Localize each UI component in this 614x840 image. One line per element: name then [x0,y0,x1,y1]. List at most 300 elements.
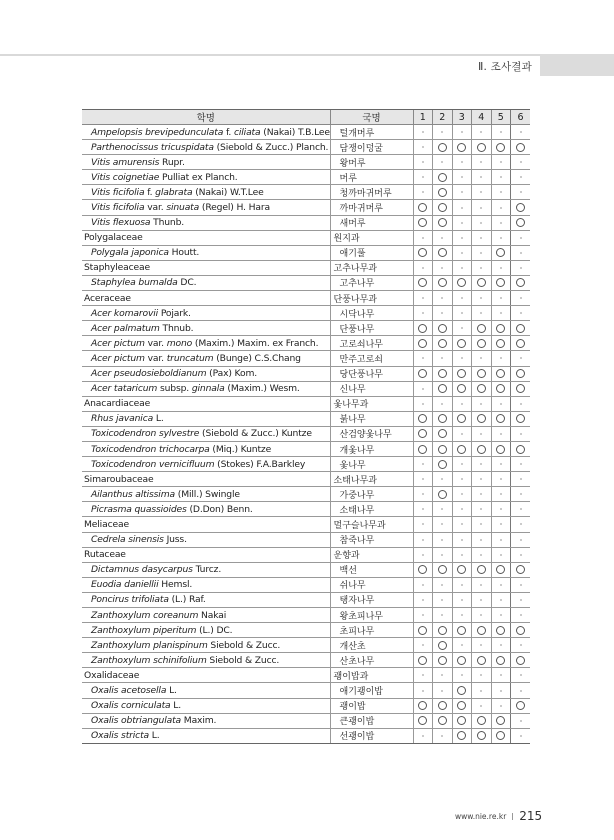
scientific-name-text: f. [144,186,156,198]
site-2-mark [433,260,453,275]
present-circle-icon [457,339,466,348]
absent-dot-icon [500,161,502,163]
scientific-name-text: var. [144,352,167,364]
absent-dot-icon [461,523,463,525]
absent-dot-icon [461,433,463,435]
present-circle-icon [438,248,447,257]
absent-dot-icon [480,584,482,586]
scientific-name-text: (L.) Raf. [168,594,206,606]
page-number: 215 [519,809,543,823]
site-6-mark [511,592,531,607]
present-circle-icon [438,716,447,725]
site-4-mark [472,396,492,411]
site-5-mark [491,321,511,336]
site-4-mark [472,698,492,713]
site-5-mark [491,291,511,306]
absent-dot-icon [520,674,522,676]
site-1-mark [413,547,433,562]
scientific-name-text: (Maxim.) Maxim. ex Franch. [192,337,319,349]
absent-dot-icon [461,357,463,359]
site-6-mark [511,381,531,396]
site-5-mark [491,653,511,668]
site-4-mark [472,336,492,351]
scientific-name-text: Polygalaceae [84,232,143,244]
site-4-mark [472,457,492,472]
scientific-name-text: var. [144,337,167,349]
scientific-name-text: (Regel) H. Hara [199,202,270,214]
scientific-name-italic: Dictamnus dasycarpus [91,564,193,576]
site-6-mark [511,653,531,668]
site-6-mark [511,728,531,743]
scientific-name [82,698,330,713]
absent-dot-icon [480,478,482,480]
absent-dot-icon [480,222,482,224]
scientific-name-italic: Rhus javanica [91,413,154,425]
scientific-name-text: (Nakai) T.B.Lee [260,126,330,138]
absent-dot-icon [461,584,463,586]
scientific-name-italic: Oxalis corniculata [91,700,171,712]
present-circle-icon [477,414,486,423]
korean-name: 털개머루 [330,125,413,140]
site-4-mark [472,592,492,607]
table-row [82,532,530,547]
table-row [82,592,530,607]
scientific-name-text: L. [153,413,164,425]
absent-dot-icon [500,539,502,541]
site-4-mark [472,351,492,366]
absent-dot-icon [441,599,443,601]
site-5-mark [491,472,511,487]
site-3-mark [452,260,472,275]
present-circle-icon [477,278,486,287]
column-header-site-4: 4 [472,110,492,125]
table-row [82,200,530,215]
table-row [82,487,530,502]
site-3-mark [452,351,472,366]
site-1-mark [413,592,433,607]
absent-dot-icon [422,267,424,269]
column-header-site-2: 2 [433,110,453,125]
scientific-name-italic: Vitis coignetiae [91,171,160,183]
absent-dot-icon [422,237,424,239]
site-6-mark [511,411,531,426]
absent-dot-icon [441,554,443,556]
present-circle-icon [516,203,525,212]
scientific-name-italic: truncatum [166,352,214,364]
present-circle-icon [496,278,505,287]
absent-dot-icon [500,493,502,495]
site-1-mark [413,411,433,426]
present-circle-icon [457,565,466,574]
present-circle-icon [418,218,427,227]
site-5-mark [491,426,511,441]
scientific-name-text: Anacardiaceae [84,398,151,410]
site-4-mark [472,411,492,426]
korean-name: 왕머루 [330,155,413,170]
site-6-mark [511,321,531,336]
site-2-mark [433,426,453,441]
korean-name: 원지과 [330,230,413,245]
site-3-mark [452,577,472,592]
site-3-mark [452,306,472,321]
scientific-name [82,653,330,668]
scientific-name-text: L. [170,700,182,712]
korean-name: 왕초피나무 [330,608,413,623]
table-row [82,321,530,336]
site-1-mark [413,155,433,170]
site-2-mark [433,487,453,502]
absent-dot-icon [500,191,502,193]
absent-dot-icon [500,554,502,556]
absent-dot-icon [520,720,522,722]
korean-name: 당단풍나무 [330,366,413,381]
site-6-mark [511,487,531,502]
site-1-mark [413,230,433,245]
scientific-name [82,457,330,472]
present-circle-icon [438,203,447,212]
present-circle-icon [418,324,427,333]
site-4-mark [472,381,492,396]
site-2-mark [433,351,453,366]
site-1-mark [413,441,433,456]
site-1-mark [413,366,433,381]
korean-name: 선괭이밥 [330,728,413,743]
family-name [82,230,330,245]
present-circle-icon [457,686,466,695]
column-header-site-6: 6 [511,110,531,125]
korean-name: 개산초 [330,638,413,653]
table-row [82,125,530,140]
scientific-name [82,321,330,336]
site-1-mark [413,502,433,517]
absent-dot-icon [441,674,443,676]
present-circle-icon [496,384,505,393]
site-4-mark [472,577,492,592]
table-row [82,366,530,381]
absent-dot-icon [520,357,522,359]
table-row [82,683,530,698]
korean-name: 옻나무 [330,457,413,472]
scientific-name-text: (Siebold & Zucc.) Planch. [213,141,329,153]
site-4-mark [472,502,492,517]
site-5-mark [491,125,511,140]
korean-name: 산검양옻나무 [330,426,413,441]
scientific-name-text: Pojark. [158,307,191,319]
scientific-name-text: Houtt. [168,247,200,259]
present-circle-icon [418,414,427,423]
site-4-mark [472,472,492,487]
site-1-mark [413,562,433,577]
absent-dot-icon [520,735,522,737]
site-1-mark [413,653,433,668]
scientific-name-text: (Mill.) Swingle [175,488,240,500]
site-4-mark [472,125,492,140]
site-2-mark [433,185,453,200]
scientific-name-italic: Acer pictum [91,352,145,364]
table-row [82,215,530,230]
present-circle-icon [438,278,447,287]
scientific-name-italic: Toxicodendron vernicifluum [91,458,215,470]
scientific-name-italic: Oxalis obtriangulata [91,715,182,727]
absent-dot-icon [500,357,502,359]
absent-dot-icon [480,312,482,314]
absent-dot-icon [461,554,463,556]
site-6-mark [511,291,531,306]
site-3-mark [452,653,472,668]
scientific-name [82,441,330,456]
site-1-mark [413,457,433,472]
scientific-name-text: Pulliat ex Planch. [159,171,238,183]
site-5-mark [491,366,511,381]
site-5-mark [491,306,511,321]
site-2-mark [433,411,453,426]
korean-name: 시닥나무 [330,306,413,321]
absent-dot-icon [520,523,522,525]
site-4-mark [472,441,492,456]
site-4-mark [472,562,492,577]
korean-name: 신나무 [330,381,413,396]
scientific-name [82,155,330,170]
scientific-name-text: Hemsl. [158,579,193,591]
site-3-mark [452,728,472,743]
site-1-mark [413,683,433,698]
present-circle-icon [438,384,447,393]
absent-dot-icon [480,674,482,676]
absent-dot-icon [520,584,522,586]
absent-dot-icon [500,705,502,707]
present-circle-icon [418,369,427,378]
present-circle-icon [457,369,466,378]
scientific-name-text: Turcz. [192,564,222,576]
absent-dot-icon [422,493,424,495]
absent-dot-icon [461,267,463,269]
site-2-mark [433,653,453,668]
family-name [82,472,330,487]
site-1-mark [413,472,433,487]
site-6-mark [511,608,531,623]
table-body [82,125,530,744]
site-2-mark [433,562,453,577]
table-row [82,426,530,441]
site-6-mark [511,230,531,245]
site-2-mark [433,638,453,653]
present-circle-icon [496,656,505,665]
site-3-mark [452,562,472,577]
site-5-mark [491,140,511,155]
absent-dot-icon [480,433,482,435]
present-circle-icon [457,143,466,152]
page-footer [455,809,542,823]
table-row [82,502,530,517]
scientific-name-italic: sinuata [166,202,200,214]
site-1-mark [413,381,433,396]
korean-name: 운향과 [330,547,413,562]
site-2-mark [433,396,453,411]
site-4-mark [472,713,492,728]
absent-dot-icon [461,403,463,405]
site-2-mark [433,230,453,245]
present-circle-icon [457,445,466,454]
absent-dot-icon [441,267,443,269]
present-circle-icon [477,143,486,152]
absent-dot-icon [480,508,482,510]
scientific-name-text: f. [223,126,234,138]
site-4-mark [472,487,492,502]
site-2-mark [433,381,453,396]
scientific-name-text: (Bunge) C.S.Chang [213,352,301,364]
present-circle-icon [438,218,447,227]
table-row [82,562,530,577]
site-3-mark [452,668,472,683]
site-5-mark [491,698,511,713]
present-circle-icon [496,716,505,725]
absent-dot-icon [461,312,463,314]
site-3-mark [452,230,472,245]
site-3-mark [452,502,472,517]
site-3-mark [452,426,472,441]
present-circle-icon [438,188,447,197]
site-3-mark [452,532,472,547]
absent-dot-icon [422,584,424,586]
site-3-mark [452,487,472,502]
table-row [82,713,530,728]
absent-dot-icon [441,237,443,239]
absent-dot-icon [441,539,443,541]
scientific-name-text: Juss. [163,534,187,546]
family-name [82,517,330,532]
site-4-mark [472,532,492,547]
absent-dot-icon [500,222,502,224]
present-circle-icon [496,324,505,333]
site-6-mark [511,683,531,698]
scientific-name-text: Meliaceae [84,518,129,530]
absent-dot-icon [422,357,424,359]
site-2-mark [433,441,453,456]
site-3-mark [452,125,472,140]
absent-dot-icon [422,191,424,193]
scientific-name-italic: Toxicodendron sylvestre [91,428,200,440]
absent-dot-icon [520,433,522,435]
chapter-tab-marker [540,54,614,76]
present-circle-icon [418,339,427,348]
site-5-mark [491,396,511,411]
present-circle-icon [477,565,486,574]
present-circle-icon [438,656,447,665]
present-circle-icon [496,445,505,454]
present-circle-icon [418,203,427,212]
scientific-name-italic: Acer komarovii [91,307,159,319]
korean-name: 괭이밥 [330,698,413,713]
section-title: Ⅱ. 조사결과 [478,61,532,73]
absent-dot-icon [520,644,522,646]
site-4-mark [472,321,492,336]
site-3-mark [452,200,472,215]
absent-dot-icon [422,388,424,390]
absent-dot-icon [520,161,522,163]
site-5-mark [491,577,511,592]
absent-dot-icon [480,644,482,646]
site-6-mark [511,426,531,441]
absent-dot-icon [422,674,424,676]
site-2-mark [433,336,453,351]
site-3-mark [452,381,472,396]
site-5-mark [491,230,511,245]
present-circle-icon [438,173,447,182]
family-row [82,260,530,275]
site-2-mark [433,608,453,623]
scientific-name-text: Aceraceae [84,292,131,304]
absent-dot-icon [520,403,522,405]
table-header-row [82,110,530,125]
scientific-name-text: (D.Don) Benn. [186,503,253,515]
site-2-mark [433,623,453,638]
site-3-mark [452,275,472,290]
site-2-mark [433,502,453,517]
site-5-mark [491,200,511,215]
present-circle-icon [516,278,525,287]
absent-dot-icon [441,312,443,314]
family-name [82,396,330,411]
site-2-mark [433,728,453,743]
scientific-name-italic: Vitis ficifolia [91,186,145,198]
absent-dot-icon [480,357,482,359]
korean-name: 청까마귀머루 [330,185,413,200]
absent-dot-icon [480,161,482,163]
site-6-mark [511,502,531,517]
absent-dot-icon [520,554,522,556]
site-1-mark [413,638,433,653]
site-1-mark [413,532,433,547]
absent-dot-icon [461,161,463,163]
present-circle-icon [438,460,447,469]
korean-name: 쉬나무 [330,577,413,592]
site-4-mark [472,366,492,381]
absent-dot-icon [461,463,463,465]
site-4-mark [472,140,492,155]
site-2-mark [433,698,453,713]
absent-dot-icon [422,478,424,480]
scientific-name-text: L. [166,685,177,697]
absent-dot-icon [461,539,463,541]
absent-dot-icon [480,554,482,556]
site-3-mark [452,472,472,487]
site-6-mark [511,336,531,351]
scientific-name [82,366,330,381]
present-circle-icon [496,565,505,574]
present-circle-icon [438,641,447,650]
absent-dot-icon [441,584,443,586]
site-1-mark [413,275,433,290]
table-row [82,623,530,638]
absent-dot-icon [520,267,522,269]
site-4-mark [472,260,492,275]
site-3-mark [452,441,472,456]
site-4-mark [472,291,492,306]
site-4-mark [472,245,492,260]
site-1-mark [413,336,433,351]
present-circle-icon [438,445,447,454]
present-circle-icon [457,716,466,725]
scientific-name [82,532,330,547]
scientific-name-italic: Acer pseudosieboldianum [91,368,207,380]
scientific-name [82,381,330,396]
scientific-name-italic: Ailanthus altissima [91,488,175,500]
footer-url: www.nie.re.kr [455,811,507,821]
korean-name: 멀구슬나무과 [330,517,413,532]
scientific-name-italic: Acer pictum [91,337,145,349]
site-4-mark [472,653,492,668]
site-4-mark [472,608,492,623]
